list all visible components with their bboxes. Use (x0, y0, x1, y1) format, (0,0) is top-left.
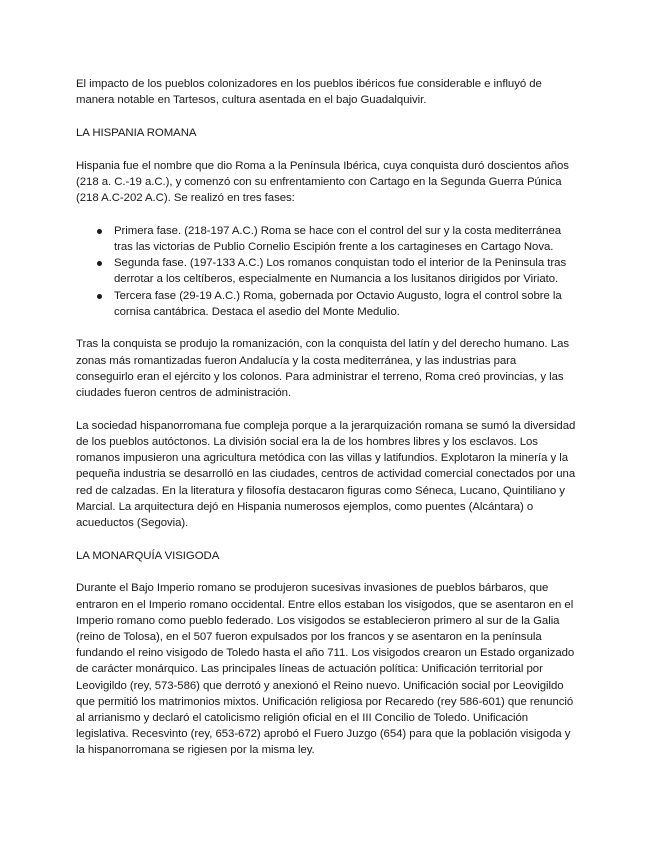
bullet-icon (97, 261, 102, 266)
section-heading-hispania-romana: LA HISPANIA ROMANA (76, 126, 197, 139)
visigoths-paragraph: Durante el Bajo Imperio romano se produjeron sucesivas invasiones de pueblos bárbaros, que entraron en el Imperio romano occidental. Entre ellos estaban los visigodos, que se asentaron en el Imperio romano como pueblo federado. Los visigodos se establecieron primero al sur de la Galia (reino de Tolosa), en el 507 fueron expulsados por los francos y se asentaron en la península fundando el reino visigodo de Toledo hasta el año 711. Los visigodos crearon un Estado organizado de carácter monárquico. Las principales líneas de actuación política: Unificación territorial por Leovigildo (rey, 573-586) que derrotó y anexionó el Reino nuevo. Unificación social por Leovigildo que permitió los matrimonios mixtos. Unificación religiosa por Recaredo (rey 586-601) que renunció al arrianismo y declaró el catolicismo religión oficial en el III Concilio de Toledo. Unificación legislativa. Recesvinto (rey, 653-672) aprobó el Fuero Juzgo (654) para que la población visigoda y la hispanorromana se rigiesen por la misma ley. (76, 582, 575, 757)
romanization-paragraph: Tras la conquista se produjo la romanización, con la conquista del latín y del derecho humano. Las zonas más romantizadas fueron Andalucía y la costa mediterránea, y las industrias para conseguirlo eran el ejército y los colonos. Para administrar el terreno, Roma creó provincias, y las ciudades fueron centros de administración. (76, 338, 569, 400)
bullet-icon (97, 229, 102, 234)
phases-list (76, 223, 576, 320)
list-item (76, 255, 576, 287)
bullet-icon (97, 294, 102, 299)
phase-text: Segunda fase. (197-133 A.C.) Los romanos conquistan todo el interior de la Peninsula tras derrotar a los celtíberos, especialmente en Numancia a los lusitanos dirigidos por Viriato. (114, 257, 567, 286)
phase-text: Tercera fase (29-19 A.C.) Roma, gobernada por Octavio Augusto, logra el control sobre la cornisa cantábrica. Destaca el asedio del Monte Medulio. (114, 289, 562, 318)
hispania-intro-paragraph: Hispania fue el nombre que dio Roma a la Península Ibérica, cuya conquista duró doscientos años (218 a. C.-19 a.C.), y comenzó con su enfrentamiento con Cartago en la Segunda Guerra Púnica (218 A.C-202 A.C). Se realizó en tres fases: (76, 159, 569, 205)
intro-paragraph: El impacto de los pueblos colonizadores en los pueblos ibéricos fue considerable e influyó de manera notable en Tartesos, cultura asentada en el bajo Guadalquivir. (76, 78, 542, 107)
list-item (76, 288, 576, 320)
section-heading-monarquia-visigoda: LA MONARQUÍA VISIGODA (76, 549, 220, 562)
document-page (76, 76, 576, 775)
list-item (76, 223, 576, 255)
society-paragraph: La sociedad hispanorromana fue compleja porque a la jerarquización romana se sumó la diversidad de los pueblos autóctonos. La división social era la de los hombres libres y los esclavos. Los romanos impusieron una agricultura metódica con las villas y latifundios. Explotaron la minería y la pequeña industria se desarrolló en las ciudades, centros de actividad comercial conectados por una red de calzadas. En la literatura y filosofía destacaron figuras como Séneca, Lucano, Quintiliano y Marcial. La arquitectura dejó en Hispania numerosos ejemplos, como puentes (Alcántara) o acueductos (Segovia). (76, 419, 576, 529)
phase-text: Primera fase. (218-197 A.C.) Roma se hace con el control del sur y la costa mediterránea tras las victorias de Publio Cornelio Escipión frente a los cartagineses en Cartago Nova. (114, 224, 562, 253)
